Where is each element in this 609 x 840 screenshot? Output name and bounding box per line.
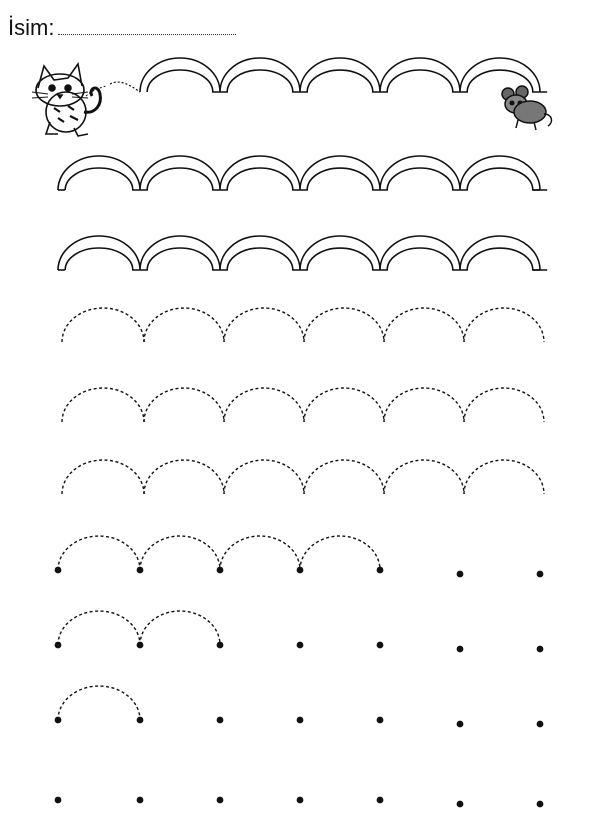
dashed-arch [140,536,220,570]
tracing-dot [137,797,144,804]
tracing-dot [55,642,62,649]
dashed-arch [224,388,304,422]
dashed-arch [62,460,144,494]
tracing-dot [377,642,384,649]
tracing-dot [457,721,464,728]
tracing-dot [217,717,224,724]
tracing-dot [297,717,304,724]
dashed-arch [58,686,140,720]
tracing-dot [55,717,62,724]
dashed-arch [464,308,544,342]
tracing-dot [217,567,224,574]
dashed-arch [62,388,144,422]
dashed-arch [224,308,304,342]
dashed-arch [384,388,464,422]
tracing-dot [297,567,304,574]
dashed-arch [144,308,224,342]
tracing-dot [457,801,464,808]
tracing-dot [217,642,224,649]
tracing-dot [537,646,544,653]
dashed-arch [58,611,140,645]
tracing-dot [457,646,464,653]
dashed-arch [62,308,144,342]
dashed-arch [384,460,464,494]
dashed-arch [220,536,300,570]
cat-tail-trail [110,82,140,92]
tracing-dot [137,642,144,649]
dashed-arch [304,460,384,494]
tracing-dot [537,571,544,578]
cat-icon [32,64,106,136]
tracing-dot [137,717,144,724]
dashed-arch [140,611,220,645]
tracing-dot [377,567,384,574]
dashed-arch [464,388,544,422]
dashed-arch [300,536,380,570]
hollow-arch-inner [147,70,547,92]
tracing-dot [377,717,384,724]
tracing-dot [377,797,384,804]
dashed-arch [144,388,224,422]
tracing-dot [297,642,304,649]
dashed-arch [464,460,544,494]
tracing-dot [137,567,144,574]
dashed-arch [58,536,140,570]
dashed-arch [304,308,384,342]
tracing-dot [55,567,62,574]
tracing-dot [537,721,544,728]
tracing-dot [217,797,224,804]
tracing-dot [55,797,62,804]
dashed-arch [384,308,464,342]
tracing-dot [457,571,464,578]
dashed-arch [224,460,304,494]
dashed-arch [304,388,384,422]
dashed-arch [144,460,224,494]
name-label: İsim: [8,15,55,40]
tracing-dot [537,801,544,808]
tracing-dot [297,797,304,804]
